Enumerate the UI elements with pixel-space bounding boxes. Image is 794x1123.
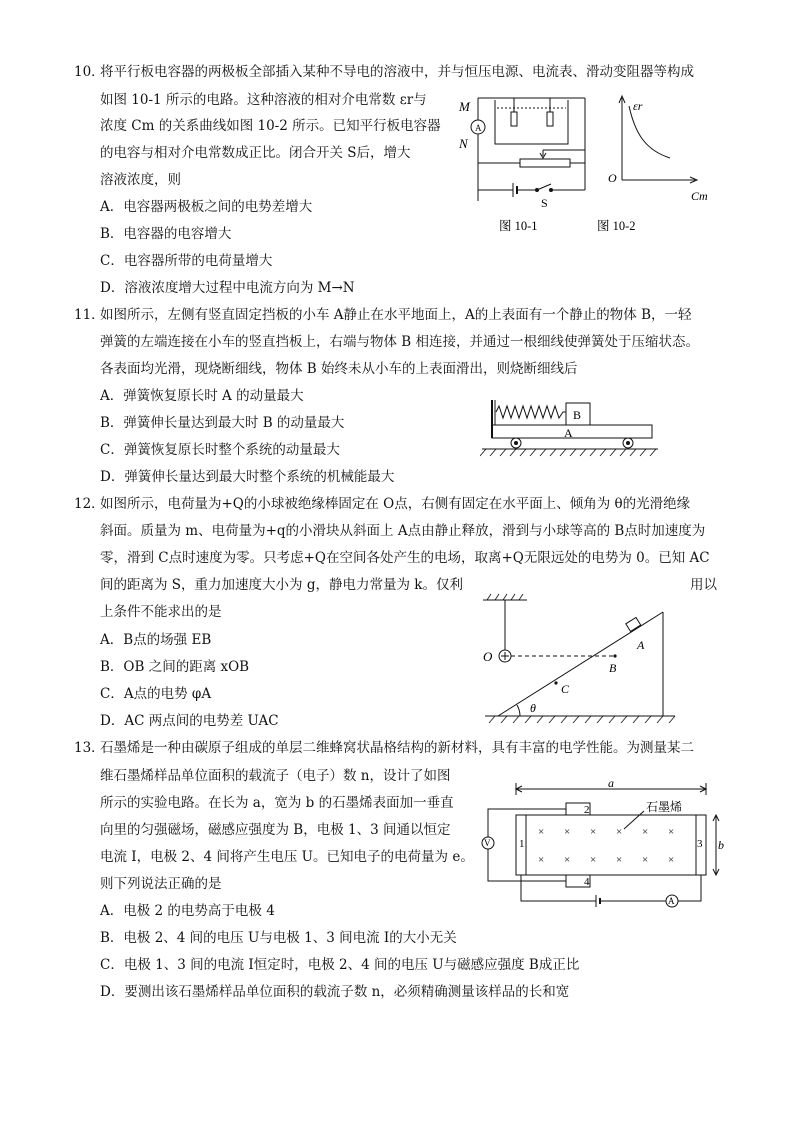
- ammeter-icon: A: [475, 123, 482, 133]
- svg-text:×: ×: [668, 854, 675, 866]
- q10-number: 10．: [74, 64, 105, 80]
- svg-text:×: ×: [564, 854, 571, 866]
- q13-option-d: D．要测出该石墨烯样品单位面积的载流子数 n，必须精确测量该样品的长和宽: [100, 984, 570, 1000]
- q13-stem-line4: 向里的匀强磁场，磁感应强度为 B，电极 1、3 间通以恒定: [100, 822, 451, 838]
- q12-stem-line5: 上条件不能求出的是: [100, 604, 222, 620]
- svg-text:×: ×: [616, 854, 623, 866]
- q11-label-b: B: [573, 408, 582, 422]
- q13-stem-line6: 则下列说法正确的是: [100, 876, 222, 892]
- q10-stem-line1: 将平行板电容器的两极板全部插入某种不导电的溶液中，并与恒压电源、电流表、滑动变阻器等构成: [100, 64, 694, 80]
- svg-text:×: ×: [616, 826, 623, 838]
- q10-option-b: B．电容器的电容增大: [100, 226, 232, 242]
- svg-text:×: ×: [668, 826, 675, 838]
- ammeter-icon: A: [668, 896, 675, 906]
- q13-stem-line2: 维石墨烯样品单位面积的载流子（电子）数 n，设计了如图: [100, 768, 451, 784]
- svg-text:×: ×: [590, 854, 597, 866]
- svg-text:×: ×: [642, 854, 649, 866]
- voltmeter-icon: V: [484, 838, 491, 848]
- svg-text:×: ×: [590, 826, 597, 838]
- q10-stem-line4: 的电容与相对介电常数成正比。闭合开关 S后，增大: [100, 145, 411, 161]
- q11-stem-line1: 如图所示，左侧有竖直固定挡板的小车 A静止在水平地面上，A的上表面有一个静止的物体 B，一轻: [100, 307, 692, 323]
- q13-stem-line5: 电流 I，电极 2、4 间将产生电压 U。已知电子的电荷量为 e。: [100, 849, 474, 865]
- q11-number: 11．: [74, 307, 105, 323]
- q12-option-d: D．AC 两点间的电势差 UAC: [100, 713, 279, 729]
- q13-option-b: B．电极 2、4 间的电压 U与电极 1、3 间电流 I的大小无关: [100, 930, 457, 946]
- q12-stem-line2: 斜面。质量为 m、电荷量为+q的小滑块从斜面上 A点由静止释放，滑到与小球等高的 B点时加速度为: [100, 523, 706, 539]
- q13-number: 13．: [74, 740, 105, 756]
- fig-10-1-caption: 图 10-1: [499, 219, 538, 233]
- q10-label-m: M: [459, 99, 470, 114]
- q13-electrode-3: 3: [697, 838, 703, 850]
- q10-concentration-graph: [619, 96, 697, 183]
- q10-label-cm: Cm: [691, 189, 708, 203]
- q13-stem-line1: 石墨烯是一种由碳原子组成的单层二维蜂窝状晶格结构的新材料，具有丰富的电学性能。为测量某二: [100, 740, 694, 756]
- q11-option-b: B．弹簧伸长量达到最大时 B 的动量最大: [100, 415, 345, 431]
- q12-number: 12．: [74, 496, 105, 512]
- q10-label-n: N: [459, 136, 468, 151]
- q13-figure: [478, 775, 728, 915]
- q12-label-c: C: [561, 682, 570, 696]
- q11-label-a: A: [564, 426, 573, 440]
- q12-option-a: A．B点的场强 EB: [100, 632, 212, 648]
- q11-stem-line2: 弹簧的左端连接在小车的竖直挡板上，右端与物体 B 相连接，并通过一根细线使弹簧处于压缩状态。: [100, 334, 700, 350]
- q11-option-d: D．弹簧伸长量达到最大时整个系统的机械能最大: [100, 469, 395, 485]
- q10-stem-line3: 浓度 Cm 的关系曲线如图 10-2 所示。已知平行板电容器: [100, 118, 441, 134]
- svg-text:×: ×: [564, 826, 571, 838]
- q13-label-graphene: 石墨烯: [646, 800, 683, 814]
- fig-10-2-caption: 图 10-2: [597, 219, 636, 233]
- q10-label-s: S: [541, 196, 548, 210]
- q11-spring: [496, 406, 566, 418]
- q13-stem-line3: 所示的实验电路。在长为 a，宽为 b 的石墨烯表面加一垂直: [100, 795, 454, 811]
- q12-stem-line4a: 间的距离为 S，重力加速度大小为 g，静电力常量为 k。仅利: [100, 577, 463, 593]
- q12-label-a: A: [637, 638, 645, 652]
- q12-hatching: [487, 594, 675, 723]
- q13-magnetic-field-crosses: [538, 826, 674, 866]
- q13-electrode-4: 4: [584, 876, 590, 888]
- q13-electrode-2: 2: [584, 804, 590, 816]
- q12-label-b: B: [609, 661, 617, 675]
- q12-stem-line1: 如图所示，电荷量为+Q的小球被绝缘棒固定在 O点，右侧有固定在水平面上、倾角为 θ的光滑绝缘: [100, 496, 691, 512]
- q13-electrode-1: 1: [519, 838, 525, 850]
- q13-option-c: C．电极 1、3 间的电流 I恒定时，电极 2、4 间的电压 U与磁感应强度 B成正比: [100, 957, 580, 973]
- q11-option-a: A．弹簧恢复原长时 A 的动量最大: [100, 388, 304, 404]
- q12-stem-line4b: 用以: [690, 577, 717, 593]
- q12-figure: [475, 592, 685, 727]
- q12-stem-line3: 零，滑到 C点时速度为零。只考虑+Q在空间各处产生的电场，取离+Q无限远处的电势为 0。已知 AC: [100, 550, 710, 566]
- svg-text:×: ×: [538, 854, 545, 866]
- q11-stem-line3: 各表面均光滑，现烧断细线，物体 B 始终未从小车的上表面滑出，则烧断细线后: [100, 361, 578, 377]
- q11-figure: [480, 392, 660, 462]
- svg-text:×: ×: [642, 826, 649, 838]
- q13-label-b: b: [718, 838, 724, 852]
- q13-label-a: a: [608, 776, 614, 790]
- q10-option-d: D．溶液浓度增大过程中电流方向为 M→N: [100, 280, 355, 296]
- q12-point-b: [613, 654, 616, 657]
- q12-point-c: [554, 681, 557, 684]
- q10-label-er: εr: [633, 99, 643, 113]
- q12-option-c: C．A点的电势 φA: [100, 686, 212, 702]
- q12-label-o: O: [483, 649, 493, 664]
- q10-stem-line2: 如图 10-1 所示的电路。这种溶液的相对介电常数 εr与: [100, 92, 427, 108]
- svg-text:×: ×: [538, 826, 545, 838]
- q13-option-a: A．电极 2 的电势高于电极 4: [100, 903, 275, 919]
- q11-option-c: C．弹簧恢复原长时整个系统的动量最大: [100, 442, 340, 458]
- q10-figure: [455, 88, 725, 238]
- q10-circuit-diagram: [471, 98, 585, 201]
- q12-option-b: B．OB 之间的距离 xOB: [100, 659, 250, 675]
- q11-ground-hatching: [480, 449, 656, 456]
- q10-stem-line5: 溶液浓度，则: [100, 172, 181, 188]
- q12-label-theta: θ: [530, 701, 536, 715]
- q10-label-o: O: [608, 171, 617, 185]
- q10-option-c: C．电容器所带的电荷量增大: [100, 253, 273, 269]
- q10-option-a: A．电容器两极板之间的电势差增大: [100, 199, 313, 215]
